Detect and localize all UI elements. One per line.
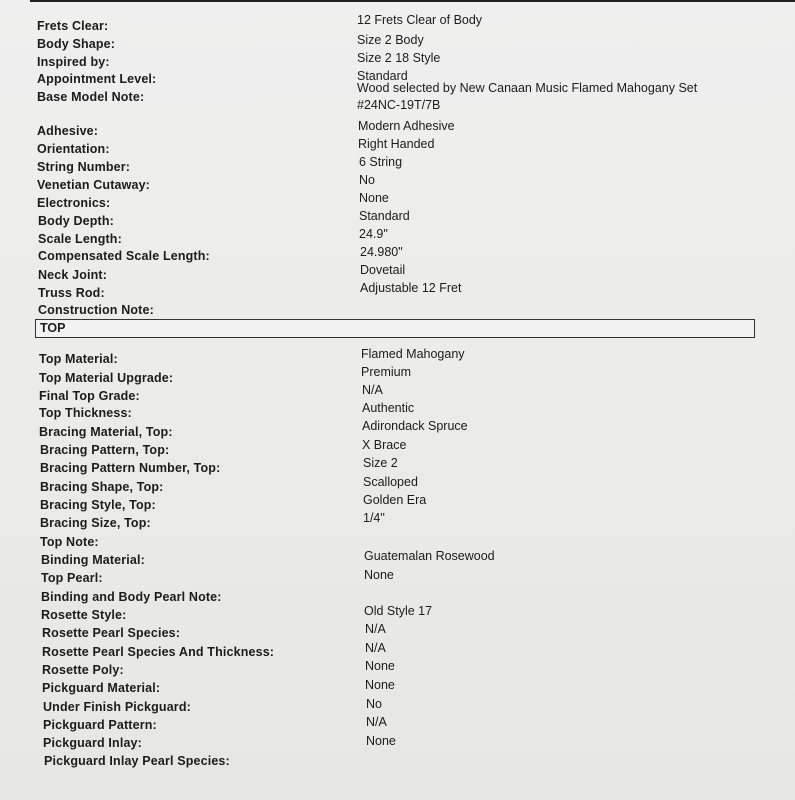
spec-label: Pickguard Material: bbox=[42, 681, 161, 695]
spec-label: Rosette Pearl Species: bbox=[42, 626, 181, 640]
spec-value: Size 2 18 Style bbox=[357, 51, 441, 65]
spec-row-body-depth bbox=[0, 209, 795, 232]
spec-row-rosette-pearl-species-thickness bbox=[0, 641, 795, 662]
top-border-rule bbox=[30, 0, 795, 2]
spec-value: None bbox=[365, 678, 395, 692]
spec-row-pickguard-material bbox=[0, 678, 795, 699]
spec-label: Top Pearl: bbox=[41, 571, 103, 585]
spec-row-base-model-note bbox=[0, 81, 795, 112]
spec-row-top-pearl bbox=[0, 568, 795, 589]
spec-value: N/A bbox=[365, 641, 386, 655]
spec-value: 6 String bbox=[359, 155, 403, 169]
spec-label: Rosette Style: bbox=[41, 608, 127, 622]
spec-label: Compensated Scale Length: bbox=[38, 249, 210, 263]
spec-label: Binding and Body Pearl Note: bbox=[41, 590, 222, 604]
spec-row-pickguard-inlay bbox=[0, 736, 795, 754]
spec-label: Neck Joint: bbox=[38, 268, 108, 282]
spec-label: Bracing Material, Top: bbox=[39, 425, 173, 439]
spec-value: N/A bbox=[366, 715, 387, 729]
spec-row-pickguard-inlay-pearl-species bbox=[0, 754, 795, 772]
spec-value: Right Handed bbox=[358, 137, 435, 151]
spec-value: Adirondack Spruce bbox=[362, 419, 468, 433]
spec-label: Bracing Shape, Top: bbox=[40, 480, 164, 494]
spec-value: X Brace bbox=[362, 438, 407, 452]
spec-label: Top Material Upgrade: bbox=[39, 371, 174, 385]
spec-label: Orientation: bbox=[37, 142, 110, 156]
spec-value: Authentic bbox=[362, 401, 415, 415]
spec-value: Standard bbox=[357, 69, 408, 83]
spec-value: Flamed Mahogany bbox=[361, 347, 465, 361]
spec-value: Golden Era bbox=[363, 493, 427, 507]
spec-label: Base Model Note: bbox=[37, 90, 145, 104]
spec-value: None bbox=[365, 659, 395, 673]
spec-value: Wood selected by New Canaan Music Flamed Mahogany Set #24NC-19T/7B bbox=[357, 81, 698, 112]
spec-label: Scale Length: bbox=[38, 232, 122, 246]
spec-label: Body Shape: bbox=[37, 37, 116, 51]
spec-value: None bbox=[364, 568, 394, 582]
spec-label: Pickguard Inlay: bbox=[43, 736, 142, 750]
spec-label: Venetian Cutaway: bbox=[37, 178, 150, 192]
spec-label: Electronics: bbox=[37, 196, 111, 210]
spec-label: Frets Clear: bbox=[37, 19, 109, 33]
spec-label: Adhesive: bbox=[37, 124, 99, 138]
spec-label: Bracing Size, Top: bbox=[40, 516, 151, 530]
spec-value: Scalloped bbox=[363, 475, 418, 489]
spec-label: Pickguard Inlay Pearl Species: bbox=[44, 754, 230, 768]
spec-value: Old Style 17 bbox=[364, 604, 433, 618]
spec-row-string-number bbox=[0, 155, 795, 178]
spec-value: Adjustable 12 Fret bbox=[360, 281, 462, 295]
spec-value: Size 2 bbox=[363, 456, 398, 470]
spec-value: Dovetail bbox=[360, 263, 406, 277]
spec-value: Standard bbox=[359, 209, 410, 223]
spec-label: Final Top Grade: bbox=[39, 389, 140, 403]
spec-value: None bbox=[366, 734, 396, 748]
spec-label: Truss Rod: bbox=[38, 286, 105, 300]
spec-label: Bracing Pattern, Top: bbox=[40, 443, 170, 457]
spec-label: String Number: bbox=[37, 160, 131, 174]
spec-row-binding-material bbox=[0, 549, 795, 571]
spec-row-venetian-cutaway bbox=[0, 173, 795, 196]
spec-value: No bbox=[359, 173, 375, 187]
spec-row-top-material-upgrade bbox=[0, 365, 795, 388]
spec-label: Pickguard Pattern: bbox=[43, 718, 157, 732]
spec-label: Binding Material: bbox=[41, 553, 145, 567]
spec-label: Appointment Level: bbox=[37, 72, 157, 86]
spec-value: No bbox=[366, 697, 382, 711]
spec-row-rosette-pearl-species bbox=[0, 622, 795, 644]
spec-label: Body Depth: bbox=[38, 214, 114, 228]
spec-row-under-finish-pickguard bbox=[0, 699, 795, 717]
spec-label: Top Note: bbox=[40, 535, 99, 549]
spec-value: 1/4" bbox=[363, 511, 385, 525]
spec-value: Guatemalan Rosewood bbox=[364, 549, 495, 563]
spec-label: Bracing Style, Top: bbox=[40, 498, 156, 512]
spec-label: Inspired by: bbox=[37, 55, 110, 69]
spec-value: 12 Frets Clear of Body bbox=[357, 13, 483, 27]
spec-value: N/A bbox=[365, 622, 386, 636]
spec-value: 24.980" bbox=[360, 245, 403, 259]
spec-label: Bracing Pattern Number, Top: bbox=[40, 461, 221, 475]
spec-value: Size 2 Body bbox=[357, 33, 424, 47]
spec-row-bracing-size-top bbox=[0, 511, 795, 534]
spec-row-rosette-style bbox=[0, 604, 795, 626]
spec-label: Under Finish Pickguard: bbox=[43, 700, 191, 714]
spec-label: Construction Note: bbox=[38, 303, 154, 317]
spec-value: 24.9" bbox=[359, 227, 388, 241]
spec-label: Rosette Pearl Species And Thickness: bbox=[42, 645, 275, 659]
section-header-top bbox=[35, 319, 755, 338]
spec-value: Modern Adhesive bbox=[358, 119, 455, 133]
spec-row-bracing-style-top bbox=[0, 493, 795, 516]
section-title: TOP bbox=[40, 321, 66, 335]
spec-value: N/A bbox=[362, 383, 383, 397]
spec-row-pickguard-pattern bbox=[0, 715, 795, 736]
spec-label: Rosette Poly: bbox=[42, 663, 124, 677]
spec-label: Top Thickness: bbox=[39, 406, 132, 420]
spec-value: Premium bbox=[361, 365, 412, 379]
spec-label: Top Material: bbox=[39, 352, 118, 366]
spec-row-truss-rod bbox=[0, 281, 795, 304]
spec-row-rosette-poly bbox=[0, 659, 795, 681]
spec-value: None bbox=[359, 191, 389, 205]
